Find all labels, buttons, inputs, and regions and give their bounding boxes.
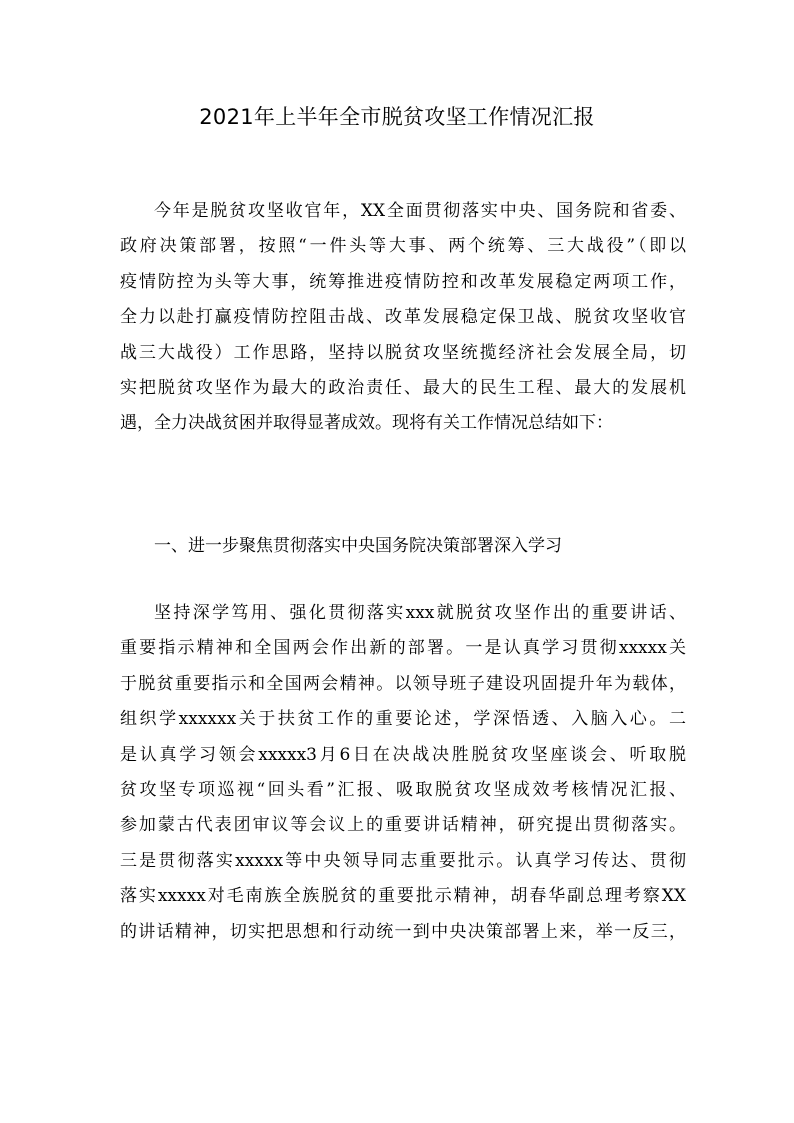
paragraph-line: 政府决策部署，按照“一件头等大事、两个统筹、三大战役”（即以 <box>120 236 686 257</box>
section-heading <box>120 529 686 564</box>
paragraph-line: 于脱贫重要指示和全国两会精神。以领导班子建设巩固提升年为载体， <box>120 673 686 694</box>
paragraph-line: 参加蒙古代表团审议等会议上的重要讲话精神，研究提出贯彻落实。 <box>120 815 686 836</box>
paragraph-line: 贫攻坚专项巡视“回头看”汇报、吸取脱贫攻坚成效考核情况汇报、 <box>120 779 686 800</box>
document-title: 2021年上半年全市脱贫攻坚工作情况汇报 <box>199 105 595 129</box>
paragraph-line: 疫情防控为头等大事，统筹推进疫情防控和改革发展稳定两项工作， <box>120 271 686 292</box>
section-heading-text: 一、进一步聚焦贯彻落实中央国务院决策部署深入学习 <box>154 536 562 556</box>
paragraph-line: 落实xxxxx对毛南族全族脱贫的重要批示精神，胡春华副总理考察XX <box>120 886 686 907</box>
paragraph-line: 全力以赴打赢疫情防控阻击战、改革发展稳定保卫战、脱贫攻坚收官 <box>120 307 686 328</box>
paragraph-line: 战三大战役）工作思路，坚持以脱贫攻坚统揽经济社会发展全局，切 <box>120 342 686 363</box>
paragraph-line: 是认真学习领会xxxxx3月6日在决战决胜脱贫攻坚座谈会、听取脱 <box>120 744 686 765</box>
paragraph-line: 坚持深学笃用、强化贯彻落实xxx就脱贫攻坚作出的重要讲话、 <box>154 603 686 623</box>
intro-paragraph <box>120 194 686 442</box>
paragraph-line: 组织学xxxxxx关于扶贫工作的重要论述，学深悟透、入脑入心。二 <box>120 709 686 730</box>
paragraph-line: 三是贯彻落实xxxxx等中央领导同志重要批示。认真学习传达、贯彻 <box>120 850 686 871</box>
paragraph-line: 今年是脱贫攻坚收官年，XX全面贯彻落实中央、国务院和省委、 <box>154 201 686 221</box>
paragraph-line: 实把脱贫攻坚作为最大的政治责任、最大的民生工程、最大的发展机 <box>120 377 686 398</box>
paragraph-line: 遇，全力决战贫困并取得显著成效。现将有关工作情况总结如下： <box>120 413 613 434</box>
paragraph-line: 重要指示精神和全国两会作出新的部署。一是认真学习贯彻xxxxx关 <box>120 638 686 659</box>
paragraph-line: 的讲话精神，切实把思想和行动统一到中央决策部署上来，举一反三， <box>120 921 686 942</box>
section-paragraph <box>120 596 686 950</box>
